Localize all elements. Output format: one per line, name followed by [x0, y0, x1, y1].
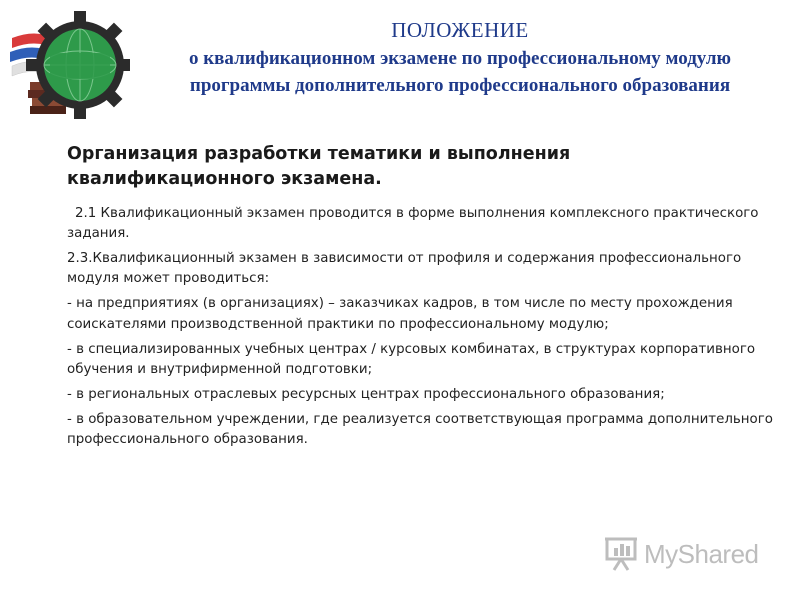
page-subtitle-line2: программы дополнительного профессионального образования — [189, 74, 731, 96]
gear-globe-logo-icon — [8, 10, 130, 120]
list-item-resource-centers: - в региональных отраслевых ресурсных центрах профессионального образования; — [67, 386, 665, 402]
college-logo — [8, 10, 130, 120]
paragraph-2-1: 2.1 Квалификационный экзамен проводится в форме выполнения комплексного практического задания. — [67, 206, 759, 242]
watermark-text: MyShared — [644, 538, 759, 569]
section-heading: Организация разработки тематики и выполнения квалификационного экзамена. — [67, 144, 571, 190]
page-title: ПОЛОЖЕНИЕ — [391, 18, 529, 42]
myshared-watermark — [604, 534, 759, 574]
section-body — [67, 204, 782, 455]
projector-screen-icon — [604, 536, 638, 572]
list-item-educational-institution: - в образовательном учреждении, где реализуется соответствующая программа дополнительного профессионального образования. — [67, 411, 773, 448]
page-subtitle-line1: о квалификационном экзамене по профессиональному модулю — [188, 48, 732, 70]
list-item-training-centers: - в специализированных учебных центрах / курсовых комбинатах, в структурах корпоративного обучения и внутрифирменной подготовки; — [67, 341, 756, 377]
page-header — [120, 18, 800, 98]
list-item-enterprises: - на предприятиях (в организациях) – заказчиках кадров, в том числе по месту прохождения соискателями производственной практики по профессиональному модулю; — [67, 296, 733, 332]
paragraph-2-3: 2.3.Квалификационный экзамен в зависимости от профиля и содержания профессионального модуля может проводиться: — [67, 251, 742, 287]
